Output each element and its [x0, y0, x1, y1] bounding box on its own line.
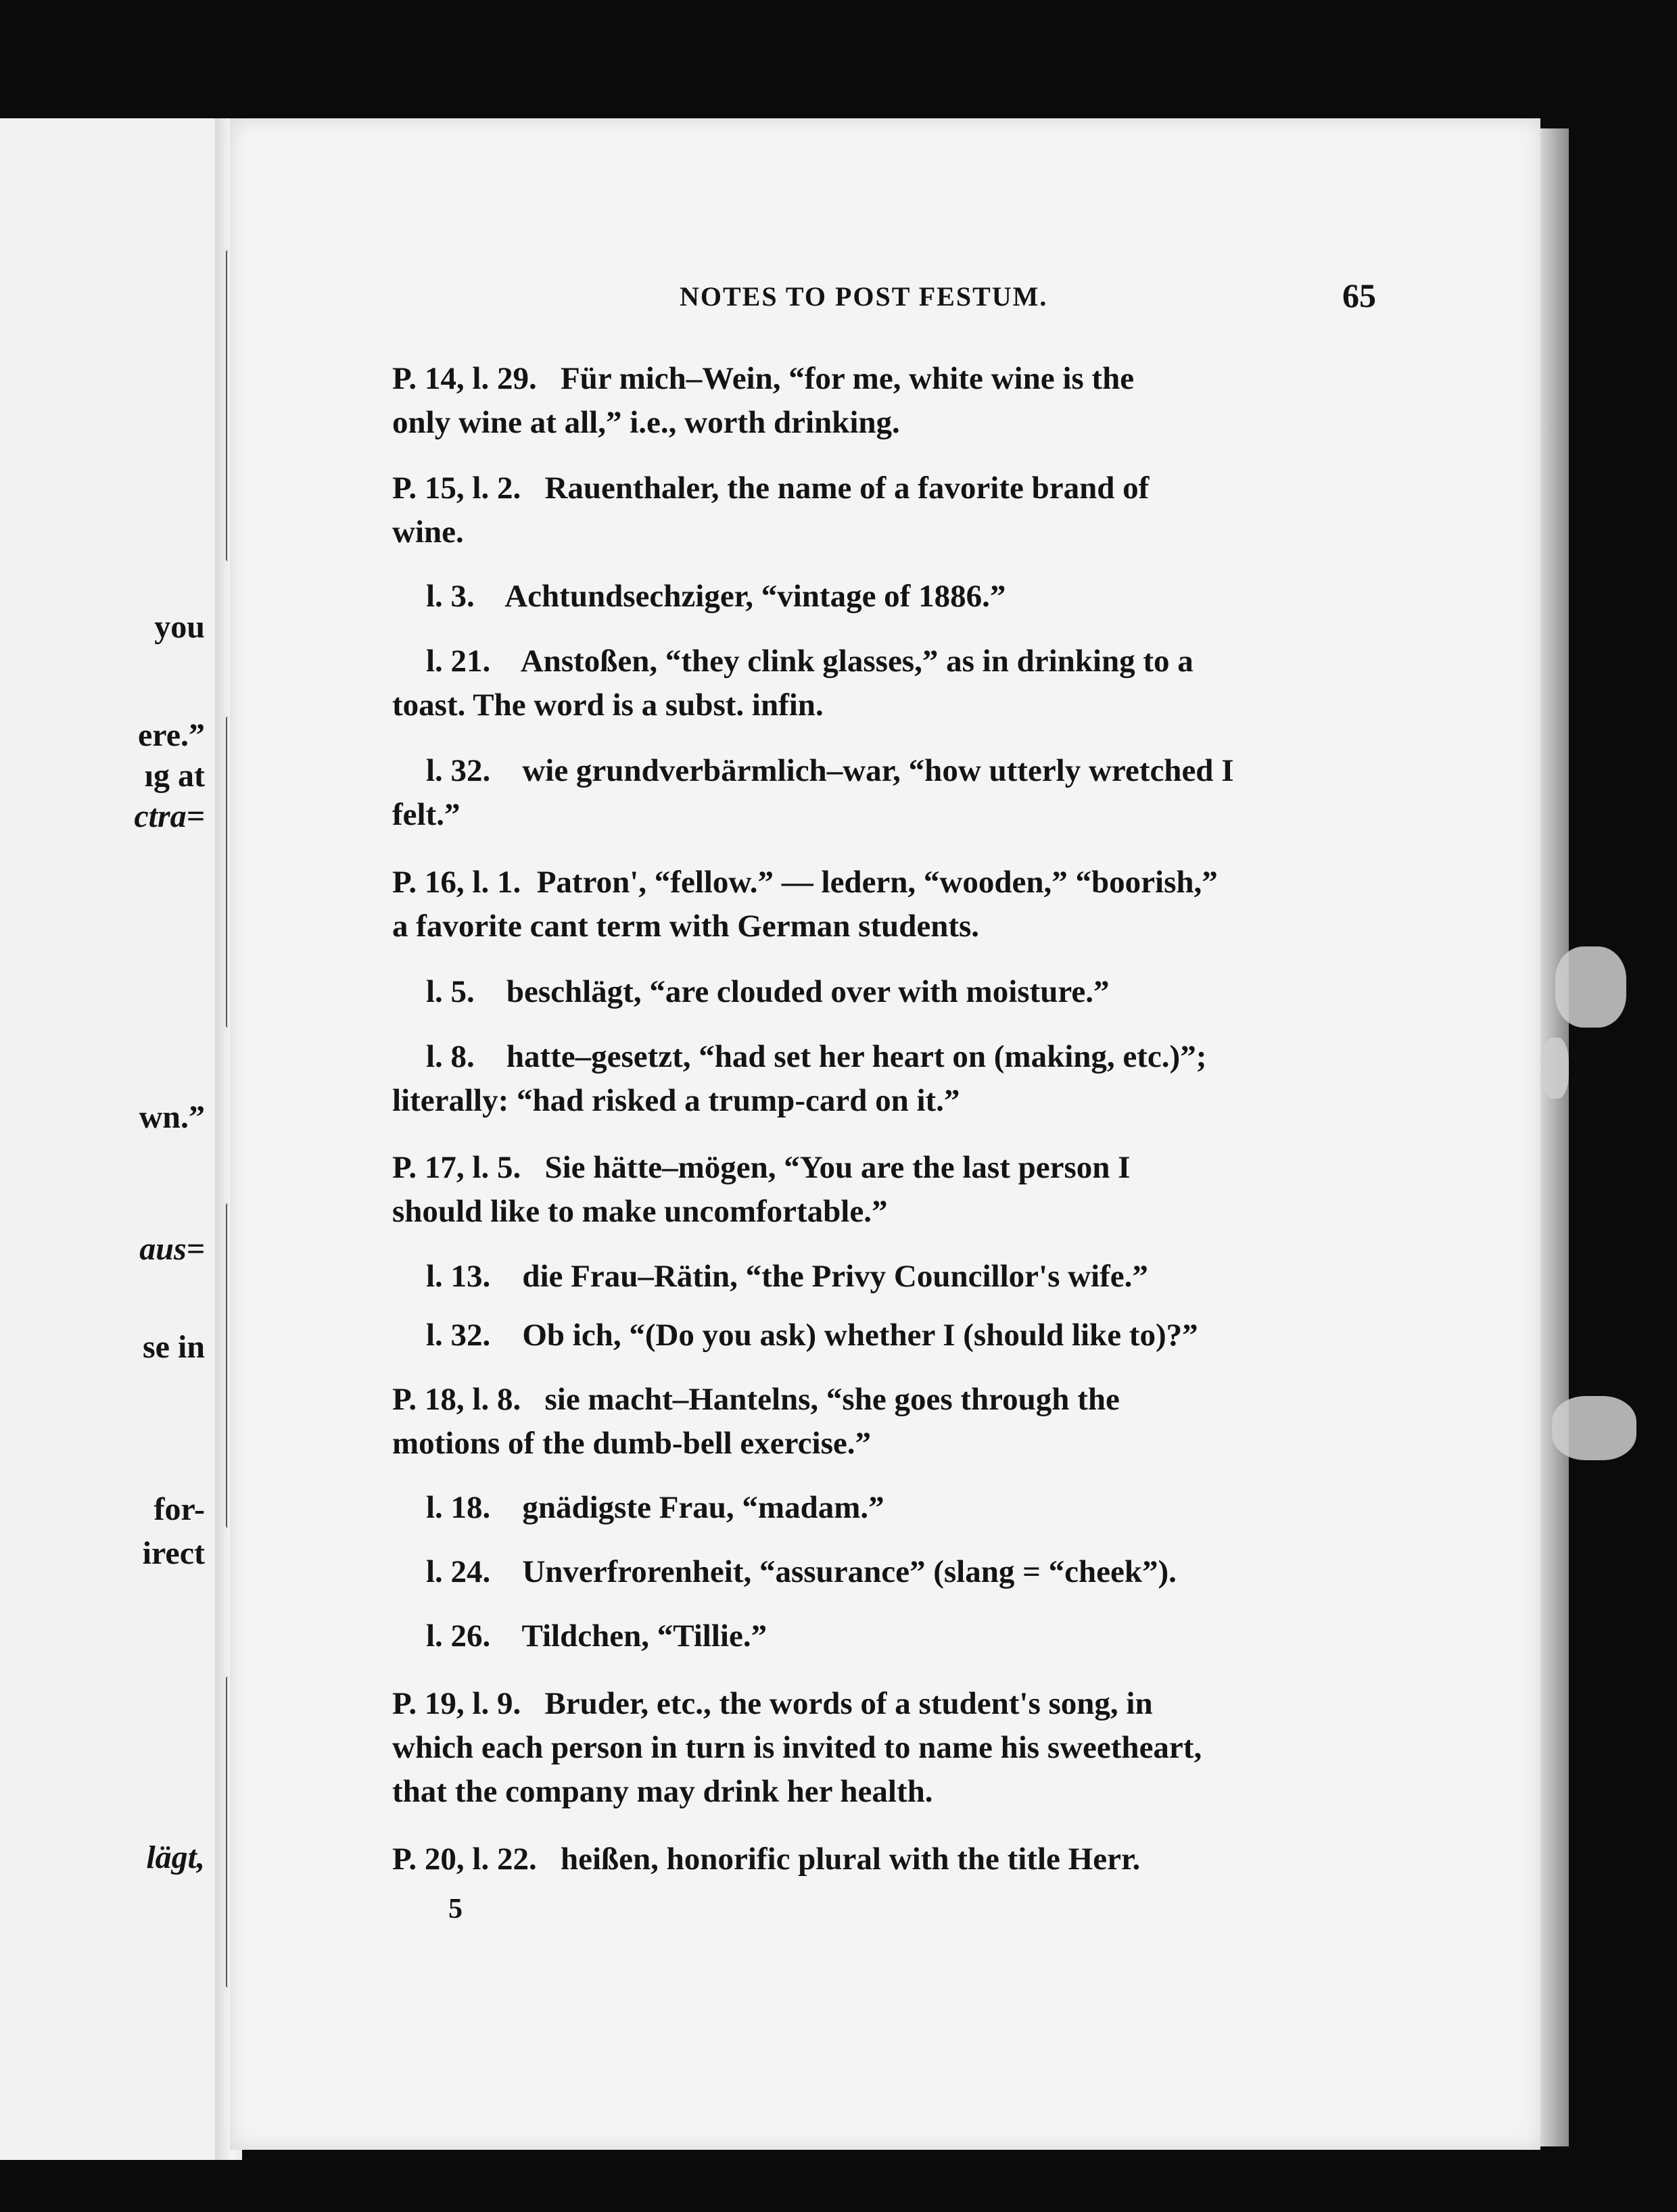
- page-ref: P. 17,: [392, 1150, 465, 1185]
- page-ref: P. 20,: [392, 1842, 465, 1877]
- note-line: [426, 1616, 1386, 1656]
- note-text: gnädigste Frau, “madam.”: [522, 1490, 884, 1525]
- note-line: [426, 750, 1386, 791]
- left-fragment-9: irect: [142, 1535, 205, 1571]
- note-line: motions of the dumb-bell exercise.”: [392, 1426, 871, 1461]
- page-number: 65: [1342, 276, 1376, 314]
- note-text: Anstoßen, “they clink glasses,” as in drinking to a: [520, 644, 1194, 679]
- note-text: Für mich–Wein, “for me, white wine is the: [560, 361, 1135, 396]
- left-fragment-6: aus=: [139, 1231, 205, 1267]
- line-ref: l. 13.: [426, 1259, 491, 1294]
- note-line: [426, 1552, 1386, 1592]
- note-line: [426, 1487, 1386, 1528]
- note-line: [426, 971, 1386, 1012]
- note-line: [426, 1036, 1386, 1077]
- note-line: [392, 1683, 1386, 1724]
- note-line: [426, 576, 1386, 617]
- left-fragment-7: se in: [142, 1329, 205, 1365]
- page-ref: P. 16,: [392, 865, 465, 900]
- note-text: wie grundverbärmlich–war, “how utterly wretched I: [522, 753, 1234, 788]
- note-line: only wine at all,” i.e., worth drinking.: [392, 405, 900, 440]
- note-line: literally: “had risked a trump-card on it.”: [392, 1083, 960, 1118]
- scan-artifact: [1552, 1396, 1636, 1460]
- note-line: [392, 1147, 1386, 1188]
- note-text: Rauenthaler, the name of a favorite brand of: [544, 471, 1150, 506]
- page-ref: P. 19,: [392, 1686, 465, 1721]
- note-text: beschlägt, “are clouded over with moisture.”: [506, 974, 1110, 1009]
- note-line: [392, 1379, 1386, 1420]
- note-line: [426, 1256, 1386, 1297]
- line-ref: l. 26.: [426, 1618, 491, 1654]
- left-fragment-8: for-: [153, 1491, 205, 1527]
- page-ref: P. 18,: [392, 1382, 465, 1417]
- line-ref: l. 8.: [426, 1039, 475, 1074]
- note-text: Tildchen, “Tillie.”: [521, 1618, 767, 1654]
- signature-mark: 5: [448, 1894, 463, 1925]
- running-header: NOTES TO POST FESTUM.: [680, 281, 1048, 312]
- line-ref: l. 24.: [426, 1554, 491, 1589]
- left-fragment-10: lägt,: [146, 1840, 205, 1875]
- left-fragment-3: ıg at: [144, 758, 205, 794]
- note-line: [392, 1839, 1386, 1879]
- line-ref: l. 8.: [472, 1382, 521, 1417]
- note-text: Bruder, etc., the words of a student's song, in: [544, 1686, 1153, 1721]
- line-ref: l. 32.: [426, 753, 491, 788]
- page-ref: P. 15,: [392, 471, 465, 506]
- line-ref: l. 21.: [426, 644, 491, 679]
- scan-artifact: [1542, 1038, 1569, 1099]
- note-line: [392, 468, 1386, 508]
- scan-artifact: [1555, 946, 1626, 1028]
- note-text: Achtundsechziger, “vintage of 1886.”: [504, 579, 1006, 614]
- note-line: toast. The word is a subst. infin.: [392, 688, 824, 723]
- note-line: felt.”: [392, 797, 460, 832]
- note-line: that the company may drink her health.: [392, 1774, 933, 1809]
- note-text: Unverfrorenheit, “assurance” (slang = “cheek”).: [522, 1554, 1177, 1589]
- note-text: hatte–gesetzt, “had set her heart on (making, etc.)”;: [506, 1039, 1207, 1074]
- note-line: [426, 1315, 1386, 1355]
- page-edge: [1538, 128, 1569, 2146]
- line-ref: l. 18.: [426, 1490, 491, 1525]
- note-text: Patron', “fellow.” — ledern, “wooden,” “boorish,”: [536, 865, 1218, 900]
- line-ref: l. 5.: [472, 1150, 521, 1185]
- note-line: [392, 862, 1386, 903]
- page-ref: P. 14,: [392, 361, 465, 396]
- note-line: which each person in turn is invited to name his sweetheart,: [392, 1730, 1202, 1765]
- line-ref: l. 3.: [426, 579, 475, 614]
- note-line: [426, 641, 1386, 681]
- note-text: Ob ich, “(Do you ask) whether I (should like to)?”: [522, 1318, 1198, 1353]
- note-line: a favorite cant term with German students.: [392, 909, 980, 944]
- note-line: should like to make uncomfortable.”: [392, 1194, 888, 1229]
- note-text: die Frau–Rätin, “the Privy Councillor's wife.”: [522, 1259, 1148, 1294]
- note-text: sie macht–Hantelns, “she goes through the: [544, 1382, 1120, 1417]
- line-ref: l. 9.: [472, 1686, 521, 1721]
- left-fragment-4: ctra=: [134, 798, 205, 834]
- line-ref: l. 32.: [426, 1318, 491, 1353]
- line-ref: l. 22.: [472, 1842, 537, 1877]
- left-fragment-5: wn.”: [139, 1099, 205, 1135]
- line-ref: l. 29.: [472, 361, 537, 396]
- line-ref: l. 2.: [472, 471, 521, 506]
- left-fragment-1: you: [154, 609, 205, 645]
- note-line: [392, 358, 1386, 399]
- note-text: heißen, honorific plural with the title Herr.: [560, 1842, 1141, 1877]
- note-line: wine.: [392, 514, 464, 550]
- left-fragment-2: ere.”: [137, 717, 205, 753]
- facing-page-fragment: [0, 118, 221, 2160]
- line-ref: l. 1.: [472, 865, 521, 900]
- line-ref: l. 5.: [426, 974, 475, 1009]
- note-text: Sie hätte–mögen, “You are the last person I: [544, 1150, 1131, 1185]
